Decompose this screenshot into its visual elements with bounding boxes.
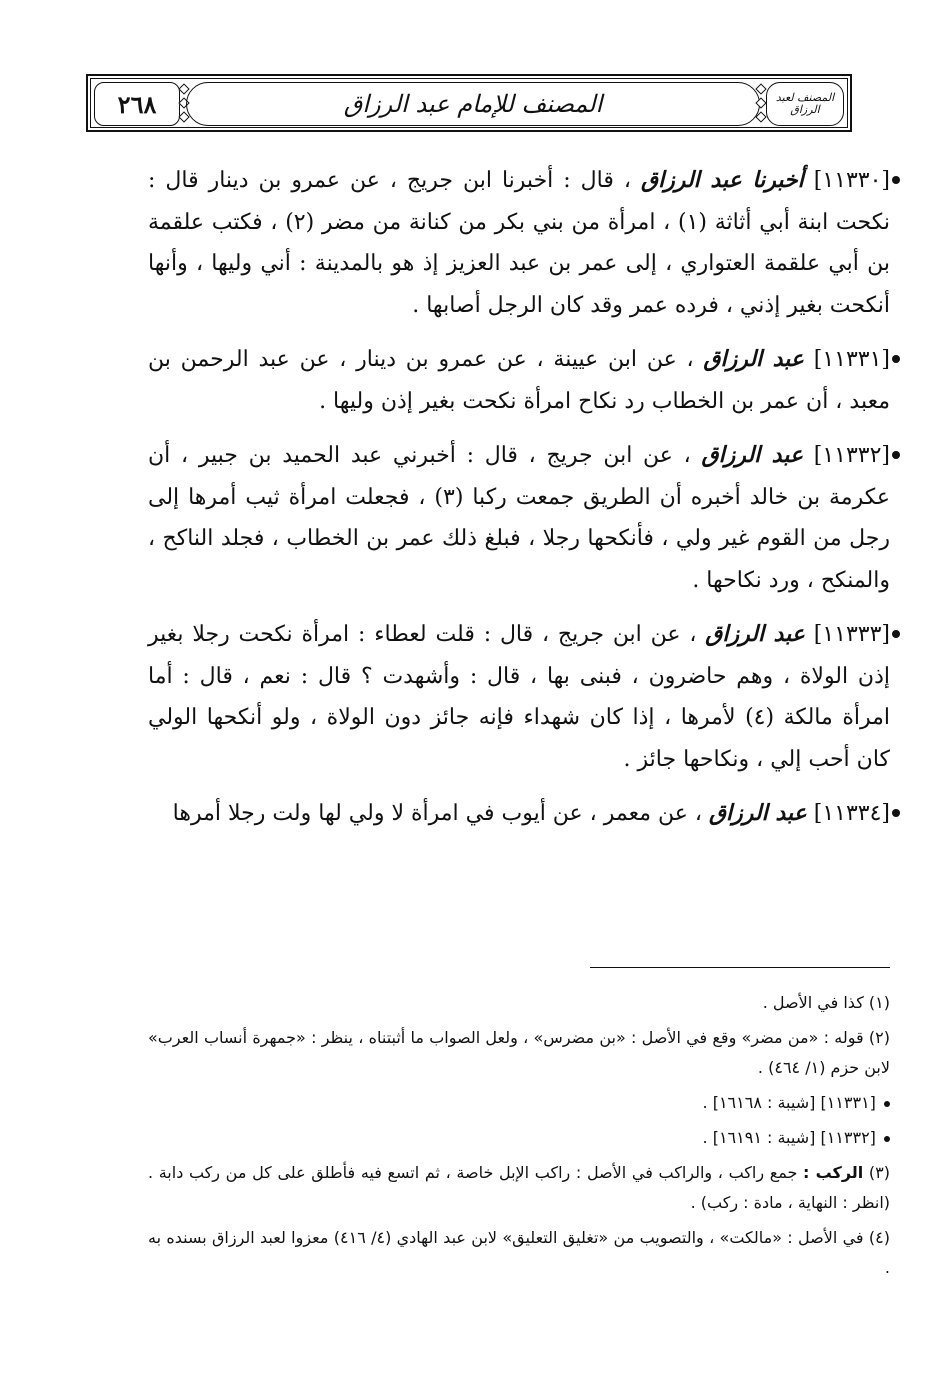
- bullet-icon: [892, 809, 900, 817]
- footnote-text: قوله : «من مضر» وقع في الأصل : «بن مضرس» ، ولعل الصواب ما أثبتناه ، ينظر : «جمهرة أنساب العرب» لابن حزم (١/ ٤٦٤) .: [148, 1028, 890, 1077]
- entry-source: عبد الرزاق: [705, 621, 805, 647]
- entry-source: عبد الرزاق: [701, 442, 803, 468]
- hadith-entry: [148, 435, 890, 601]
- footnote-id: (٢): [868, 1028, 890, 1047]
- page-number: ٢٦٨: [94, 82, 180, 126]
- entry-text: ، عن ابن عيينة ، عن عمرو بن دينار ، عن عبد الرحمن بن معبد ، أن عمر بن الخطاب رد نكاح امرأة نكحت بغير إذن وليها .: [148, 347, 890, 414]
- footnote-reference: [148, 1123, 890, 1153]
- footnote-text: جمع راكب ، والراكب في الأصل : راكب الإبل خاصة ، ثم اتسع فيه فأطلق على كل من ركب دابة . (انظر : النهاية ، مادة : ركب) .: [148, 1163, 890, 1212]
- bullet-icon: [892, 176, 900, 184]
- hadith-entry: [148, 614, 890, 780]
- bullet-icon: [892, 630, 900, 638]
- entry-text: ، عن ابن جريج ، قال : قلت لعطاء : امرأة نكحت رجلا بغير إذن الولاة ، وهم حاضرون ، فبنى بها ، قال : وأشهدت ؟ قال : نعم ، قال : أما امرأة مالكة (٤) لأمرها ، إذا كان شهداء فإنه جائز دون الولاة ، ولو أنكحها الولي كان أحب إلي ، ونكاحها جائز .: [148, 622, 891, 772]
- footnote-text: كذا في الأصل .: [762, 993, 864, 1012]
- bullet-icon: [884, 1101, 890, 1107]
- footnote-reference: [148, 1088, 890, 1118]
- footnote-id: (٣): [868, 1163, 891, 1182]
- page-header: [86, 74, 852, 132]
- footnote: [148, 1158, 890, 1218]
- footnote-divider: [590, 967, 890, 968]
- footnotes: [148, 988, 890, 1288]
- main-text: [148, 160, 890, 848]
- footnote: [148, 1023, 890, 1083]
- entry-text: ، عن معمر ، عن أيوب في امرأة لا ولي لها ولت رجلا أمرها: [172, 801, 702, 826]
- footnote: [148, 1223, 890, 1283]
- book-logo: المصنف لعبد الرزاق: [766, 82, 844, 126]
- entry-source: عبد الرزاق: [708, 800, 807, 826]
- bullet-icon: [884, 1136, 890, 1142]
- entry-number: [١١٣٣٢]: [813, 443, 891, 468]
- entry-source: عبد الرزاق: [703, 346, 804, 372]
- entry-number: [١١٣٣٣]: [813, 622, 890, 647]
- footnote-text: [١١٣٣١] [شيبة : ١٦١٦٨] .: [702, 1093, 876, 1112]
- footnote-text: في الأصل : «مالكت» ، والتصويب من «تغليق التعليق» لابن عبد الهادي (٤/ ٤١٦) معزوا لعبد الرزاق بسنده به .: [148, 1228, 890, 1277]
- footnote-term: الركب :: [803, 1163, 864, 1182]
- entry-number: [١١٣٣٠]: [813, 168, 890, 193]
- footnote-id: (٤): [868, 1228, 890, 1247]
- bullet-icon: [892, 355, 900, 363]
- entry-number: [١١٣٣١]: [813, 347, 890, 372]
- running-title: المصنف للإمام عبد الرزاق: [186, 82, 760, 126]
- hadith-entry: [148, 160, 890, 326]
- entry-text: ، قال : أخبرنا ابن جريج ، عن عمرو بن دينار قال : نكحت ابنة أبي أثاثة (١) ، امرأة من بني بكر من كنانة من مضر (٢) ، فكتب علقمة بن أبي علقمة العتواري ، إلى عمر بن عبد العزيز إذ هو بالمدينة : أني وليها ، وأنها أنكحت بغير إذني ، فرده عمر وقد كان الرجل أصابها .: [148, 168, 891, 318]
- entry-source: أخبرنا عبد الرزاق: [641, 167, 804, 193]
- bullet-icon: [892, 451, 900, 459]
- footnote-id: (١): [868, 993, 890, 1012]
- footnote-text: [١١٣٣٢] [شيبة : ١٦١٩١] .: [702, 1128, 876, 1147]
- ornament-divider-right: [756, 82, 766, 124]
- hadith-entry: [148, 793, 890, 835]
- hadith-entry: [148, 339, 890, 422]
- entry-number: [١١٣٣٤]: [813, 801, 890, 826]
- footnote: [148, 988, 890, 1018]
- entry-text: ، عن ابن جريج ، قال : أخبرني عبد الحميد بن جبير ، أن عكرمة بن خالد أخبره أن الطريق جمعت ركبا (٣) ، فجعلت امرأة ثيب أمرها إلى رجل من القوم غير ولي ، فأنكحها رجلا ، فبلغ ذلك عمر بن الخطاب ، فجلد الناكح ، والمنكح ، ورد نكاحها .: [148, 443, 891, 593]
